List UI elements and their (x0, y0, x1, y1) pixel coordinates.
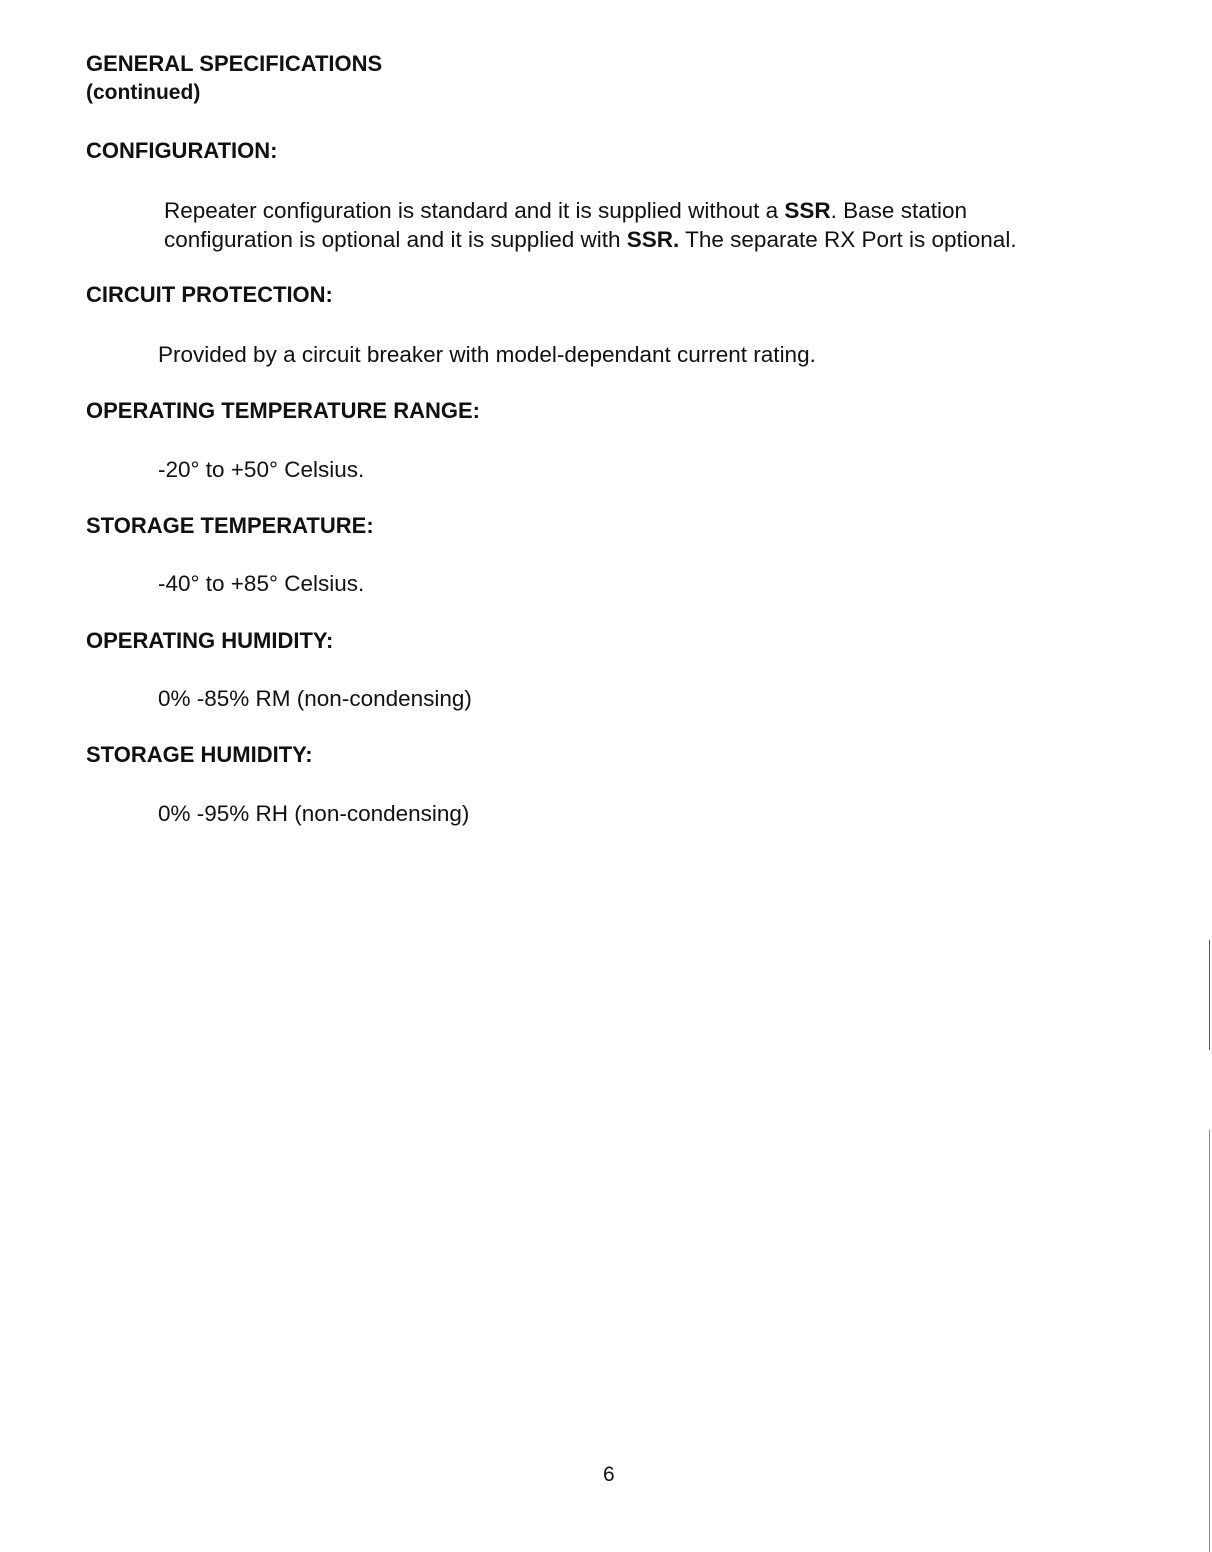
configuration-ssr-2: SSR. (626, 227, 680, 252)
operating-humidity-text: 0% -85% RM (non-condensing) (158, 686, 472, 711)
storage-humidity-text: 0% -95% RH (non-condensing) (158, 801, 470, 826)
circuit-protection-text: Provided by a circuit breaker with model-dependant current rating. (158, 342, 816, 367)
page-number: 6 (603, 1463, 615, 1486)
scan-edge-line-upper (1209, 940, 1210, 1050)
configuration-heading: CONFIGURATION: (86, 138, 278, 163)
operating-humidity-heading: OPERATING HUMIDITY: (86, 628, 334, 653)
page-title: GENERAL SPECIFICATIONS (86, 51, 383, 76)
page-subtitle: (continued) (86, 81, 201, 104)
configuration-line-1 (164, 196, 967, 225)
configuration-text-1b: . Base station (830, 198, 967, 223)
circuit-protection-heading: CIRCUIT PROTECTION: (86, 282, 333, 307)
storage-temperature-heading: STORAGE TEMPERATURE: (86, 513, 374, 538)
storage-temperature-text: -40° to +85° Celsius. (158, 571, 365, 596)
configuration-ssr-1: SSR (784, 198, 831, 223)
operating-temperature-heading: OPERATING TEMPERATURE RANGE: (86, 398, 480, 423)
configuration-text-1a: Repeater configuration is standard and it is supplied without a (164, 198, 785, 223)
configuration-text-2a: configuration is optional and it is supplied with (164, 227, 627, 252)
configuration-line-2 (164, 225, 1017, 254)
storage-humidity-heading: STORAGE HUMIDITY: (86, 742, 313, 767)
operating-temperature-text: -20° to +50° Celsius. (158, 457, 365, 482)
scan-edge-line-lower (1209, 1130, 1210, 1552)
configuration-text-2b: The separate RX Port is optional. (679, 227, 1017, 252)
